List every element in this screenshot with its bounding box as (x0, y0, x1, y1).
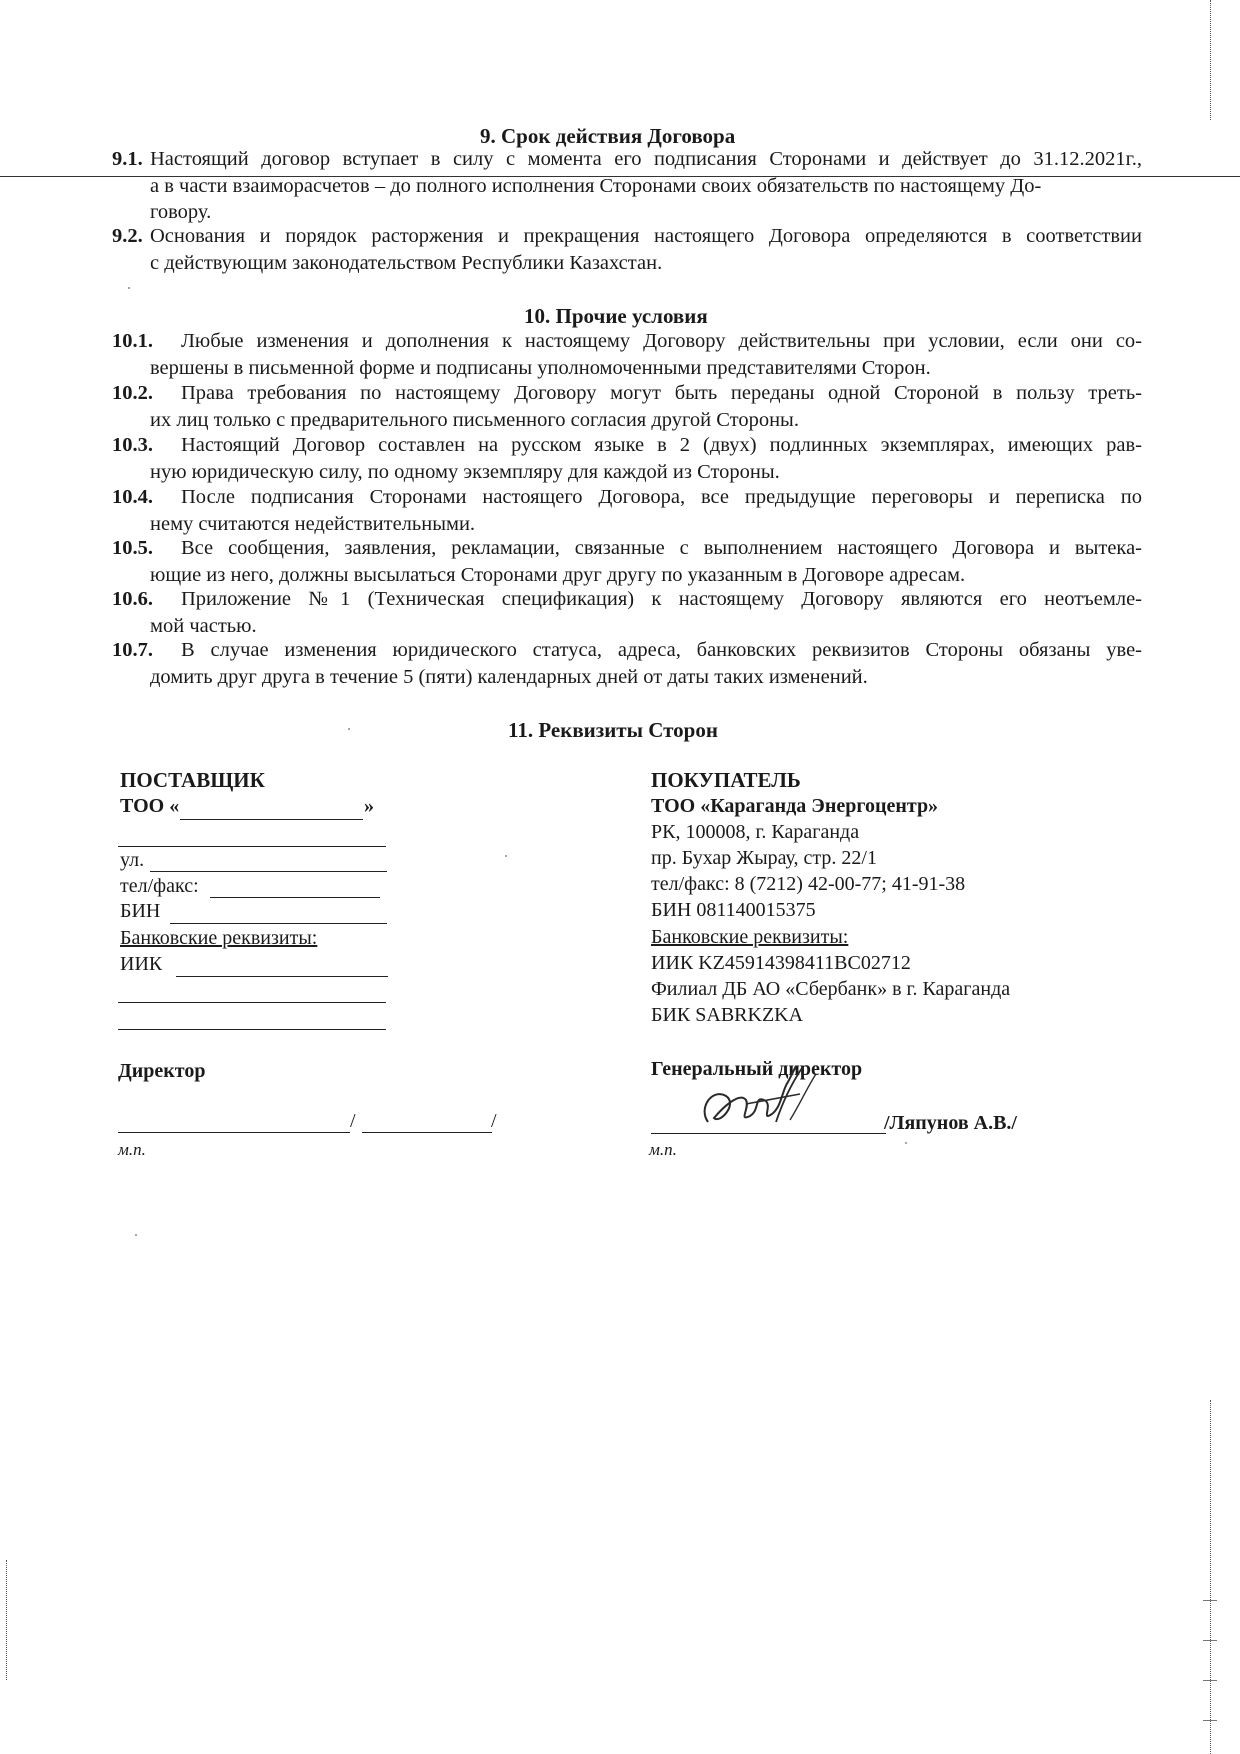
clause-10-5 (112, 535, 1142, 588)
clause-text: говору. (150, 201, 212, 223)
supplier-signature-separator: / (350, 1110, 356, 1132)
scan-speck (128, 287, 130, 289)
buyer-bik: БИК SABRKZKA (651, 1004, 804, 1026)
scan-speck (505, 855, 507, 857)
clause-text: В случае изменения юридического статуса, адреса, банковских реквизитов Стороны обязаны уве- (181, 639, 1142, 661)
clause-text: мой частью. (150, 614, 257, 637)
supplier-phone-blank (210, 897, 380, 898)
supplier-org-close: » (364, 795, 374, 817)
supplier-title: ПОСТАВЩИК (120, 768, 265, 792)
supplier-street-blank (150, 871, 387, 872)
supplier-bin-label: БИН (120, 900, 161, 922)
section-10-heading: 10. Прочие условия (524, 304, 708, 328)
supplier-bank-label: Банковские реквизиты: (120, 927, 318, 949)
section-9-heading: 9. Срок действия Договора (480, 124, 736, 148)
clause-text: домить друг друга в течение 5 (пяти) календарных дней от даты таких изменений. (150, 665, 868, 688)
supplier-phone-label: тел/факс: (120, 875, 199, 897)
clause-text: ную юридическую силу, по одному экземпляру для каждой из Стороны. (150, 460, 780, 483)
clause-number: 9.2. (112, 225, 143, 247)
supplier-signature-separator: / (491, 1110, 497, 1132)
clause-number: 10.3. (112, 434, 153, 456)
clause-number: 9.1. (112, 148, 143, 170)
clause-9-2 (112, 223, 1142, 276)
supplier-iik-blank (176, 976, 388, 977)
supplier-org-blank (180, 819, 363, 820)
clause-9-1 (112, 146, 1142, 226)
buyer-bank-label: Банковские реквизиты: (651, 926, 849, 948)
clause-number: 10.6. (112, 588, 153, 610)
buyer-role: Генеральный директор (651, 1058, 863, 1080)
scan-speck (348, 728, 350, 730)
clause-text: нему считаются недействительными. (150, 512, 476, 535)
clause-text: а в части взаиморасчетов – до полного исполнения Сторонами своих обязательств по настоящему До- (150, 174, 1042, 197)
clause-number: 10.7. (112, 639, 153, 661)
clause-text: вершены в письменной форме и подписаны уполномоченными представителями Сторон. (150, 356, 931, 379)
clause-10-3 (112, 432, 1142, 485)
scan-edge-mark (1203, 1680, 1217, 1681)
section-11-heading: 11. Реквизиты Сторон (508, 718, 718, 742)
clause-text: Основания и порядок расторжения и прекращения настоящего Договора определяются в соответствии (150, 225, 1142, 247)
supplier-role: Директор (118, 1060, 206, 1082)
scan-edge-mark (1203, 1600, 1217, 1601)
supplier-bin-blank (170, 923, 387, 924)
buyer-org: ТОО «Караганда Энергоцентр» (651, 795, 939, 817)
supplier-bank-blank (118, 1002, 386, 1003)
scan-speck (135, 1234, 137, 1236)
scan-edge-mark (1203, 1720, 1217, 1721)
clause-text: Права требования по настоящему Договору могут быть переданы одной Стороной в пользу треть- (181, 382, 1142, 404)
scan-edge-mark (6, 1560, 7, 1680)
clause-10-2 (112, 380, 1142, 433)
supplier-bank-blank (118, 1029, 386, 1030)
scan-edge-mark (1210, 1400, 1211, 1754)
clause-text: ющие из него, должны высылаться Сторонами друг другу по указанным в Договоре адресам. (150, 563, 966, 586)
buyer-iik: ИИК KZ45914398411BC02712 (651, 952, 911, 974)
supplier-stamp-place: м.п. (118, 1140, 146, 1159)
buyer-signer-name: /Ляпунов А.В./ (884, 1112, 1017, 1134)
buyer-address-line-1: РК, 100008, г. Караганда (651, 821, 860, 843)
buyer-stamp-place: м.п. (649, 1140, 677, 1159)
buyer-handwritten-signature (690, 1060, 830, 1140)
clause-text: их лиц только с предварительного письменного согласия другой Стороны. (150, 408, 799, 431)
buyer-bin: БИН 081140015375 (651, 899, 816, 921)
buyer-phone: тел/факс: 8 (7212) 42-00-77; 41-91-38 (651, 873, 966, 895)
scan-edge-mark (1203, 1640, 1217, 1641)
scan-edge-mark (1210, 0, 1211, 120)
supplier-street-label: ул. (120, 849, 145, 871)
buyer-address-line-2: пр. Бухар Жырау, стр. 22/1 (651, 847, 877, 869)
clause-text: Настоящий договор вступает в силу с момента его подписания Сторонами и действует до 31.12.2021г., (150, 148, 1142, 170)
clause-text: Все сообщения, заявления, рекламации, связанные с выполнением настоящего Договора и вытека- (181, 537, 1142, 559)
clause-number: 10.1. (112, 330, 153, 352)
buyer-title: ПОКУПАТЕЛЬ (651, 768, 801, 792)
buyer-bank-name: Филиал ДБ АО «Сбербанк» в г. Караганда (651, 978, 1011, 1000)
supplier-iik-label: ИИК (120, 953, 163, 975)
clause-10-1 (112, 328, 1142, 381)
clause-number: 10.2. (112, 382, 153, 404)
scan-speck (905, 1142, 907, 1144)
clause-text: с действующим законодательством Республики Казахстан. (150, 251, 663, 274)
clause-text: Любые изменения и дополнения к настоящему Договору действительны при условии, если они со- (181, 330, 1142, 352)
supplier-org-open: ТОО « (120, 795, 180, 817)
supplier-signature-line (118, 1132, 350, 1133)
clause-10-6 (112, 586, 1142, 639)
clause-10-4 (112, 484, 1142, 537)
clause-text: Настоящий Договор составлен на русском языке в 2 (двух) подлинных экземплярах, имеющих рав- (181, 434, 1142, 456)
supplier-address-blank (118, 846, 386, 847)
clause-number: 10.4. (112, 486, 153, 508)
clause-text: Приложение №1 (Техническая спецификация) к настоящему Договору являются его неотъемле- (181, 588, 1142, 610)
clause-10-7 (112, 637, 1142, 690)
clause-text: После подписания Сторонами настоящего Договора, все предыдущие переговоры и переписка по (181, 486, 1142, 508)
supplier-name-line (362, 1132, 492, 1133)
clause-number: 10.5. (112, 537, 153, 559)
